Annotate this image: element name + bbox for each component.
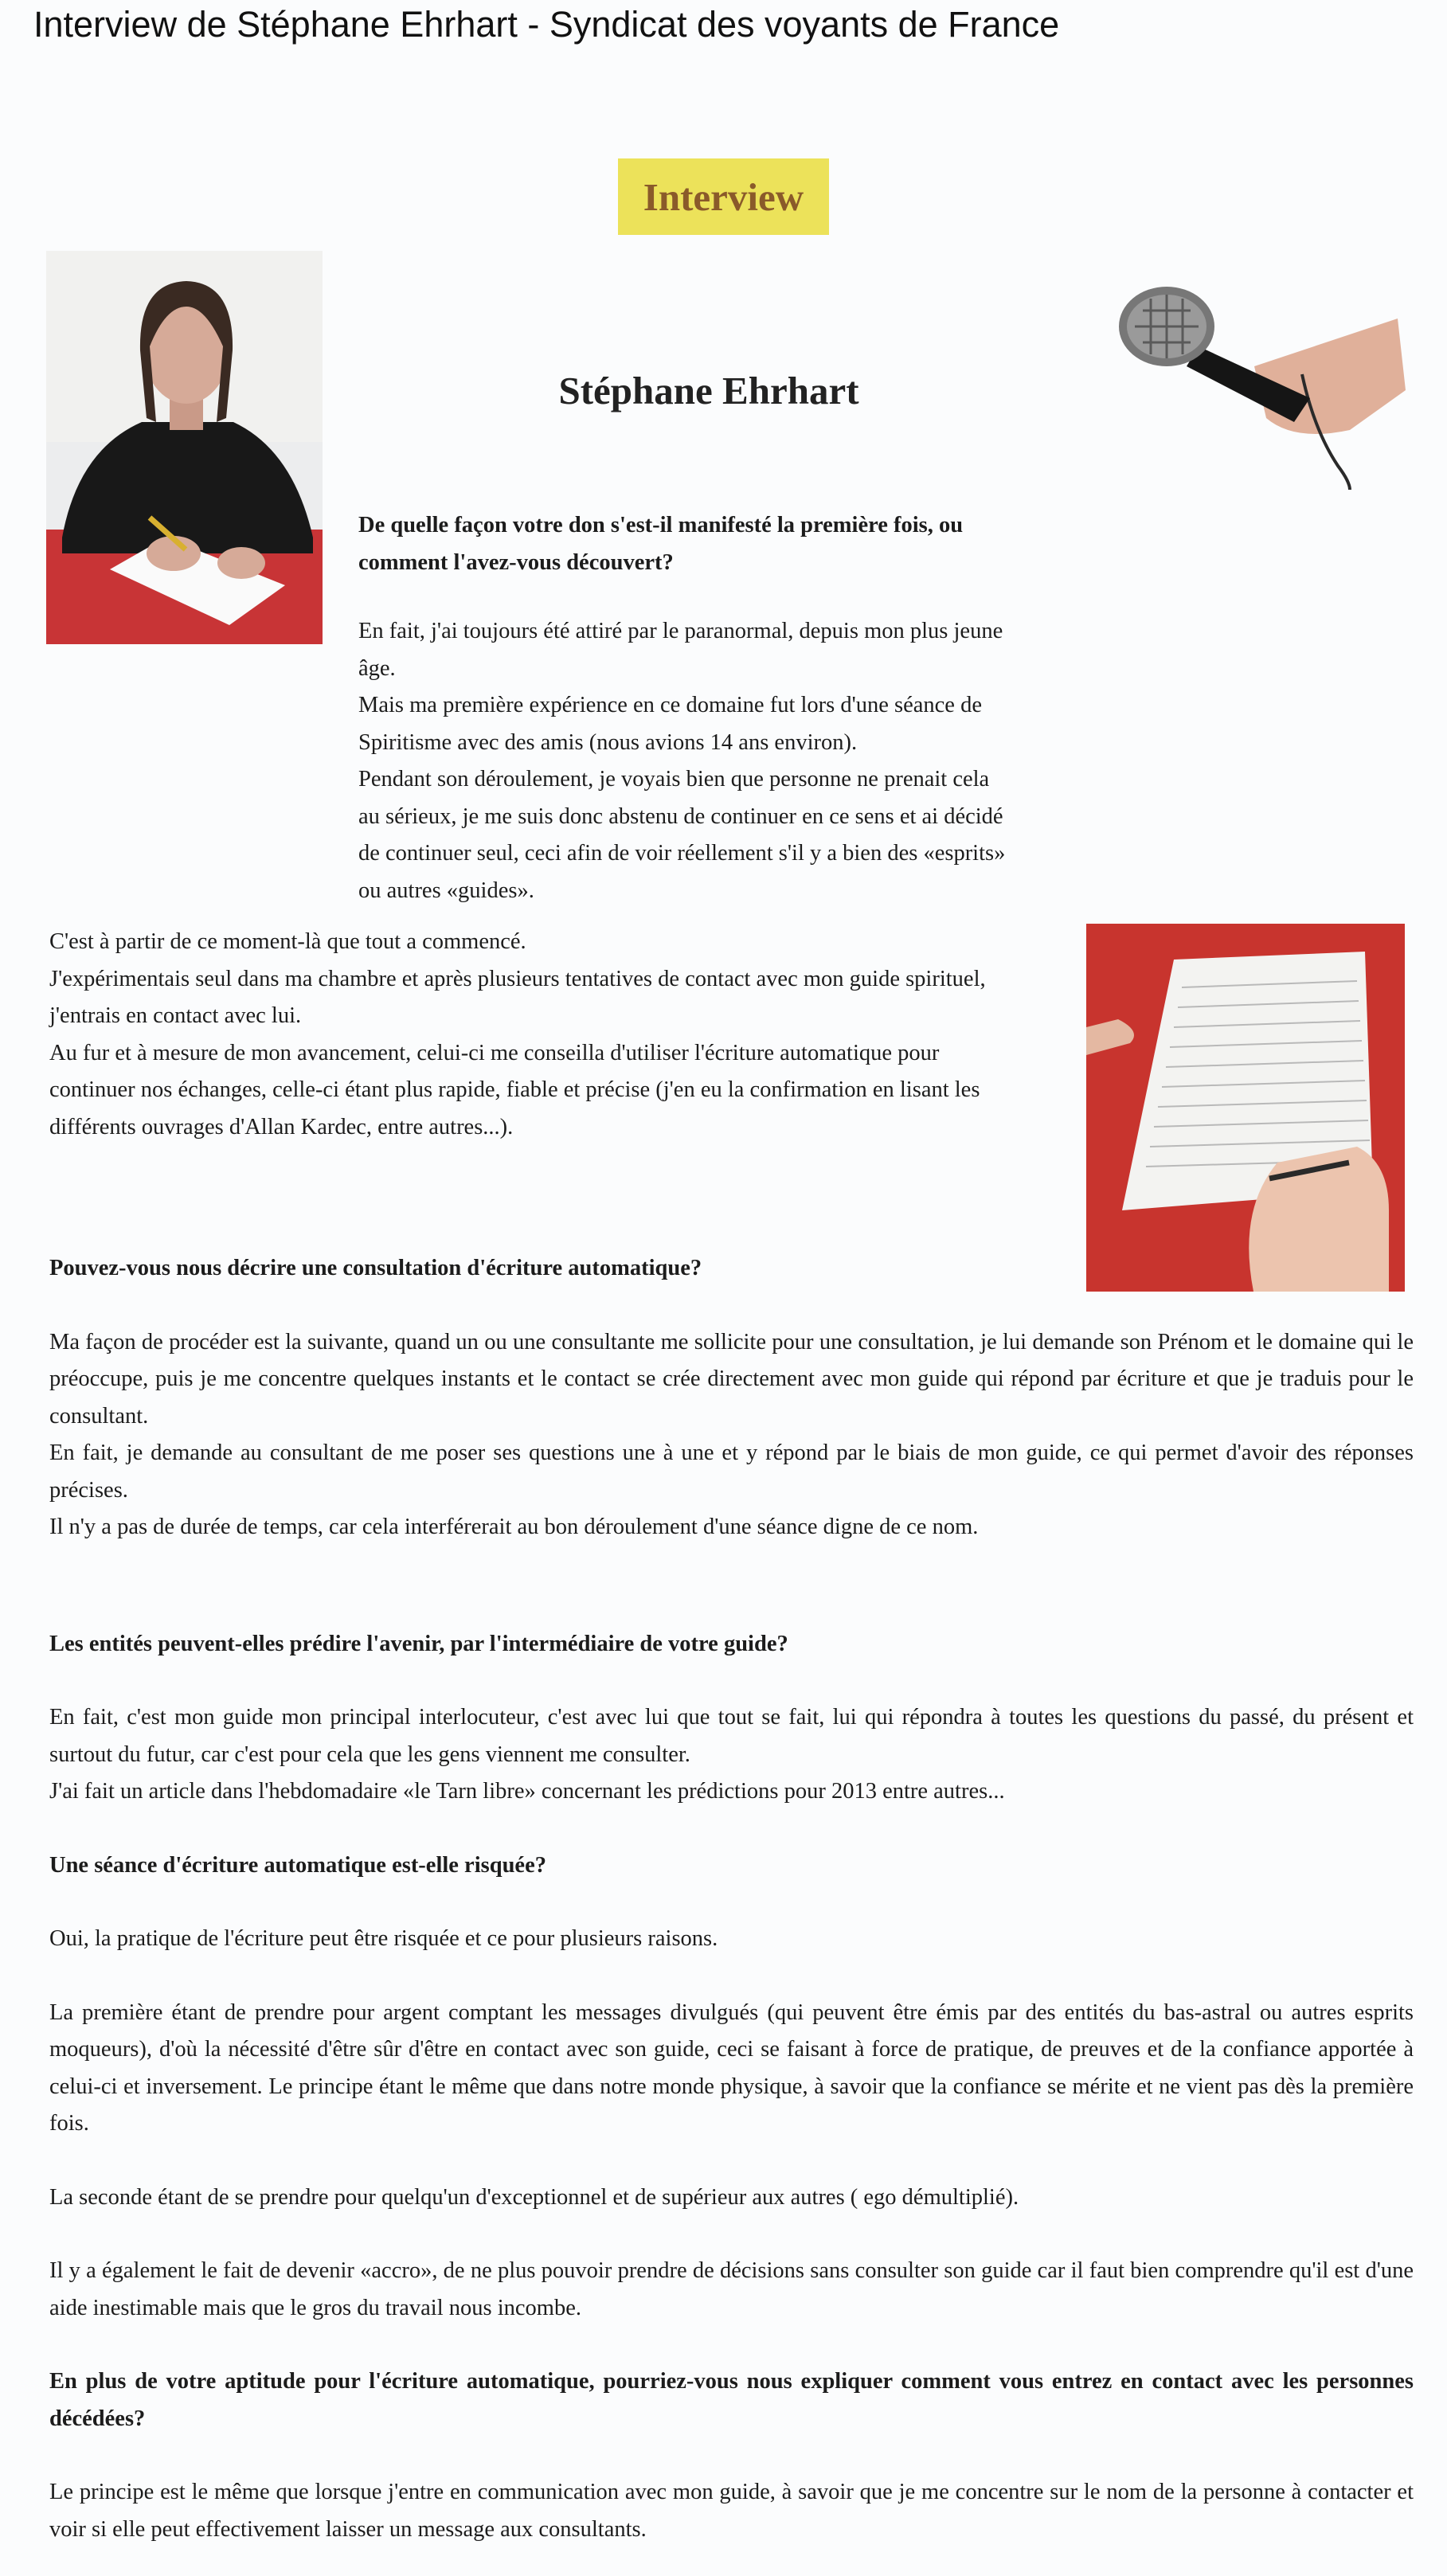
- answer-paragraph: Le principe est le même que lorsque j'entre en communication avec mon guide, à savoir que je me concentre sur le nom de la personne à contacter et voir si elle peut effectivement laisser un message aux consultants.: [49, 2480, 1414, 2542]
- answer-line: J'expérimentais seul dans ma chambre et après plusieurs tentatives de contact avec mon guide spirituel,: [49, 966, 986, 991]
- answer-line: ou autres «guides».: [358, 878, 534, 903]
- portrait-photo: [46, 251, 323, 644]
- question-5: En plus de votre aptitude pour l'écriture automatique, pourriez-vous nous expliquer comment vous entrez en contact avec les personnes décédées?: [49, 2369, 1414, 2431]
- answer-paragraph: Oui, la pratique de l'écriture peut être risquée et ce pour plusieurs raisons.: [49, 1926, 718, 1951]
- answer-line: au sérieux, je me suis donc abstenu de continuer en ce sens et ai décidé: [358, 803, 1003, 829]
- microphone-photo: [1111, 271, 1406, 490]
- answer-line: En fait, j'ai toujours été attiré par le paranormal, depuis mon plus jeune: [358, 619, 1003, 643]
- page-title: Interview de Stéphane Ehrhart - Syndicat des voyants de France: [33, 4, 1060, 45]
- question-4: Une séance d'écriture automatique est-elle risquée?: [49, 1852, 546, 1878]
- answer-line: de continuer seul, ceci afin de voir réellement s'il y a bien des «esprits»: [358, 841, 1006, 866]
- answer-line: Pendant son déroulement, je voyais bien que personne ne prenait cela: [358, 767, 990, 792]
- answer-paragraph: Il n'y a pas de durée de temps, car cela interférerait au bon déroulement d'une séance digne de ce nom.: [49, 1515, 979, 1539]
- answer-1-continuation: [49, 924, 1065, 1146]
- answer-line: Au fur et à mesure de mon avancement, celui-ci me conseilla d'utiliser l'écriture automatique pour: [49, 1040, 940, 1065]
- answer-paragraph: La seconde étant de se prendre pour quelqu'un d'exceptionnel et de supérieur aux autres ( ego démultiplié).: [49, 2184, 1019, 2210]
- question-2: Pouvez-vous nous décrire une consultation d'écriture automatique?: [49, 1256, 702, 1280]
- answer-paragraph: En fait, c'est mon guide mon principal interlocuteur, c'est avec lui que tout se fait, lui qui répondra à toutes les questions du passé, du présent et surtout du futur, car c'est pour cela que les gens viennent me consulter.: [49, 1705, 1414, 1767]
- question-3: Les entités peuvent-elles prédire l'avenir, par l'intermédiaire de votre guide?: [49, 1631, 788, 1656]
- answer-line: C'est à partir de ce moment-là que tout a commencé.: [49, 929, 526, 954]
- answer-line: différents ouvrages d'Allan Kardec, entre autres...).: [49, 1114, 514, 1139]
- answer-line: continuer nos échanges, celle-ci étant plus rapide, fiable et précise (j'en eu la confirmation en lisant les: [49, 1077, 980, 1102]
- interview-body: [49, 1250, 1414, 2548]
- question-1-line-2: comment l'avez-vous découvert?: [358, 549, 674, 575]
- answer-paragraph: Il y a également le fait de devenir «accro», de ne plus pouvoir prendre de décisions sans consulter son guide car il faut bien comprendre qu'il est d'une aide inestimable mais que le gros du travail nous incombe.: [49, 2258, 1414, 2320]
- answer-line: j'entrais en contact avec lui.: [49, 1003, 302, 1028]
- answer-line: âge.: [358, 655, 396, 681]
- question-1-line-1: De quelle façon votre don s'est-il manifesté la première fois, ou: [358, 513, 964, 537]
- answer-line: Spiritisme avec des amis (nous avions 14 ans environ).: [358, 729, 858, 755]
- automatic-writing-photo: [1086, 924, 1405, 1292]
- answer-paragraph: Ma façon de procéder est la suivante, quand un ou une consultante me sollicite pour une consultation, je lui demande son Prénom et le domaine qui le préoccupe, puis je me concentre quelques instants et le contact se crée directement avec mon guide qui répond par écriture et que je traduis pour le consultant.: [49, 1329, 1414, 1429]
- answer-paragraph: J'ai fait un article dans l'hebdomadaire «le Tarn libre» concernant les prédictions pour 2013 entre autres...: [49, 1779, 1005, 1804]
- answer-paragraph: En fait, je demande au consultant de me poser ses questions une à une et y répond par le biais de mon guide, ce qui permet d'avoir des réponses précises.: [49, 1440, 1414, 1503]
- answer-1: [358, 613, 1059, 909]
- answer-paragraph: La première étant de prendre pour argent comptant les messages divulgués (qui peuvent être émis par des entités du bas-astral ou autres esprits moqueurs), d'où la nécessité d'être sûr d'être en contact avec son guide, ceci se faisant à force de pratique, de preuves et de la confiance apportée à celui-ci et inversement. Le principe étant le même que dans notre monde physique, à savoir que la confiance se mérite et ne vient pas dès la première fois.: [49, 1999, 1414, 2136]
- answer-line: Mais ma première expérience en ce domaine fut lors d'une séance de: [358, 693, 982, 717]
- interview-label: Interview: [618, 158, 829, 235]
- question-1: [358, 507, 1051, 581]
- interviewee-name-heading: Stéphane Ehrhart: [558, 369, 859, 412]
